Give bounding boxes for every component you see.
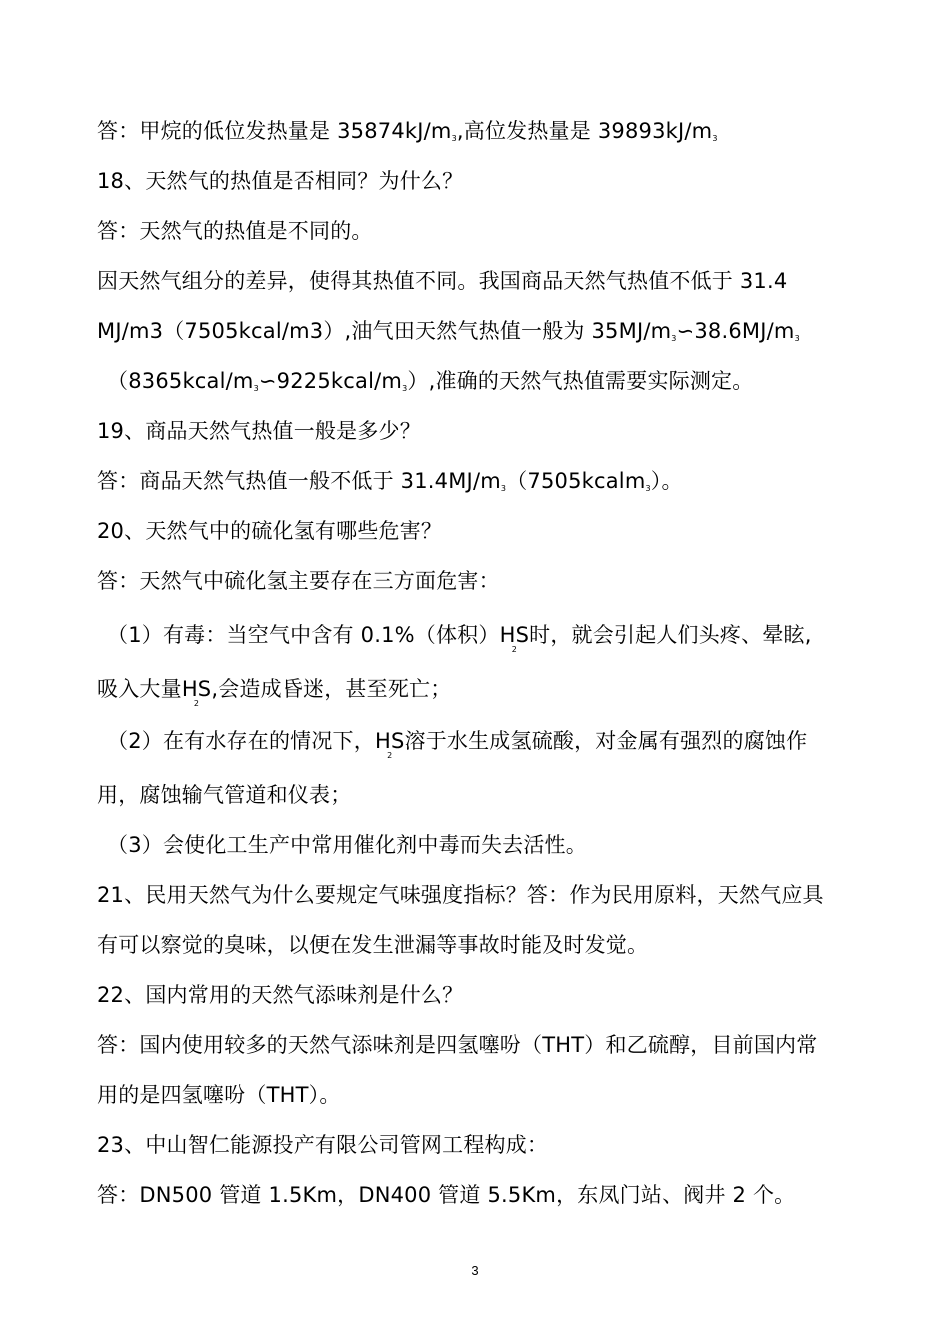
superscript-3: 3	[451, 134, 457, 143]
question-19: 19、商品天然气热值一般是多少？	[97, 419, 421, 443]
formula-text: HS	[499, 623, 530, 647]
item-1-text-a: （1）有毒：当空气中含有 0.1%（体积）	[107, 623, 500, 647]
answer-18-line-2: 因天然气组分的差异，使得其热值不同。我国商品天然气热值不低于 31.4	[97, 269, 788, 293]
superscript-3: 3	[794, 334, 800, 343]
answer-22-line-1: 答：国内使用较多的天然气添味剂是四氢噻吩（THT）和乙硫醇，目前国内常	[97, 1033, 818, 1057]
answer-20-item-2-line-1	[107, 726, 808, 760]
item-1-text-b: 时，就会引起人们头疼、晕眩,	[529, 623, 812, 647]
question-21-line-2: 有可以察觉的臭味，以便在发生泄漏等事故时能及时发觉。	[97, 933, 649, 957]
subscript-2: 2	[193, 699, 200, 708]
answer-17-text-b: ,高位发热量是 39893kJ/m	[456, 119, 713, 143]
answer-18-text-d: ∽9225kcal/m	[258, 369, 403, 393]
superscript-3: 3	[712, 134, 718, 143]
formula-text: HS	[181, 677, 212, 701]
superscript-3: 3	[402, 384, 408, 393]
question-21-line-1: 21、民用天然气为什么要规定气味强度指标？答：作为民用原料，天然气应具	[97, 883, 824, 907]
answer-20-item-2-line-2: 用，腐蚀输气管道和仪表；	[97, 783, 352, 807]
question-23: 23、中山智仁能源投产有限公司管网工程构成：	[97, 1133, 549, 1157]
item-1-text-c: 吸入大量	[97, 677, 182, 701]
h2s-formula	[181, 674, 212, 708]
h2s-formula	[374, 726, 405, 760]
subscript-2: 2	[511, 645, 518, 654]
superscript-3: 3	[671, 334, 677, 343]
answer-18-line-4	[107, 366, 753, 396]
superscript-3: 3	[645, 484, 651, 493]
answer-20-intro: 答：天然气中硫化氢主要存在三方面危害：	[97, 569, 500, 593]
item-1-text-d: ,会造成昏迷，甚至死亡；	[211, 677, 452, 701]
answer-18-text-a: MJ/m3（7505kcal/m3）,油气田天然气热值一般为 35MJ/m	[97, 319, 672, 343]
superscript-3: 3	[500, 484, 507, 493]
answer-18-text-e: ）,准确的天然气热值需要实际测定。	[407, 369, 754, 393]
answer-20-item-1-line-2	[97, 674, 452, 708]
answer-20-item-3: （3）会使化工生产中常用催化剂中毒而失去活性。	[107, 833, 587, 857]
answer-18-line-1: 答：天然气的热值是不同的。	[97, 219, 373, 243]
answer-20-item-1-line-1	[107, 620, 812, 654]
h2s-formula	[499, 620, 530, 654]
answer-23: 答：DN500 管道 1.5Km，DN400 管道 5.5Km，东凤门站、阀井 2 个。	[97, 1183, 796, 1207]
answer-18-text-c: （8365kcal/m	[107, 369, 254, 393]
page-number: 3	[471, 1263, 479, 1278]
item-2-text-b: 溶于水生成氢硫酸，对金属有强烈的腐蚀作	[404, 729, 808, 753]
answer-22-line-2: 用的是四氢噻吩（THT）。	[97, 1083, 341, 1107]
answer-17-text-a: 答：甲烷的低位发热量是 35874kJ/m	[97, 119, 452, 143]
answer-17-line	[97, 116, 718, 146]
question-20: 20、天然气中的硫化氢有哪些危害？	[97, 519, 443, 543]
answer-19-text-b: （7505kcalm	[506, 469, 646, 493]
subscript-2: 2	[387, 751, 393, 760]
formula-text: HS	[374, 729, 405, 753]
question-18: 18、天然气的热值是否相同？为什么？	[97, 169, 464, 193]
answer-19-line	[97, 466, 683, 496]
item-2-text-a: （2）在有水存在的情况下，	[107, 729, 375, 753]
superscript-3: 3	[253, 384, 259, 393]
answer-18-text-b: ∽38.6MJ/m	[676, 319, 795, 343]
answer-19-text-c: ）。	[650, 469, 683, 493]
question-22: 22、国内常用的天然气添味剂是什么？	[97, 983, 464, 1007]
answer-19-text-a: 答：商品天然气热值一般不低于 31.4MJ/m	[97, 469, 501, 493]
answer-18-line-3	[97, 316, 800, 346]
